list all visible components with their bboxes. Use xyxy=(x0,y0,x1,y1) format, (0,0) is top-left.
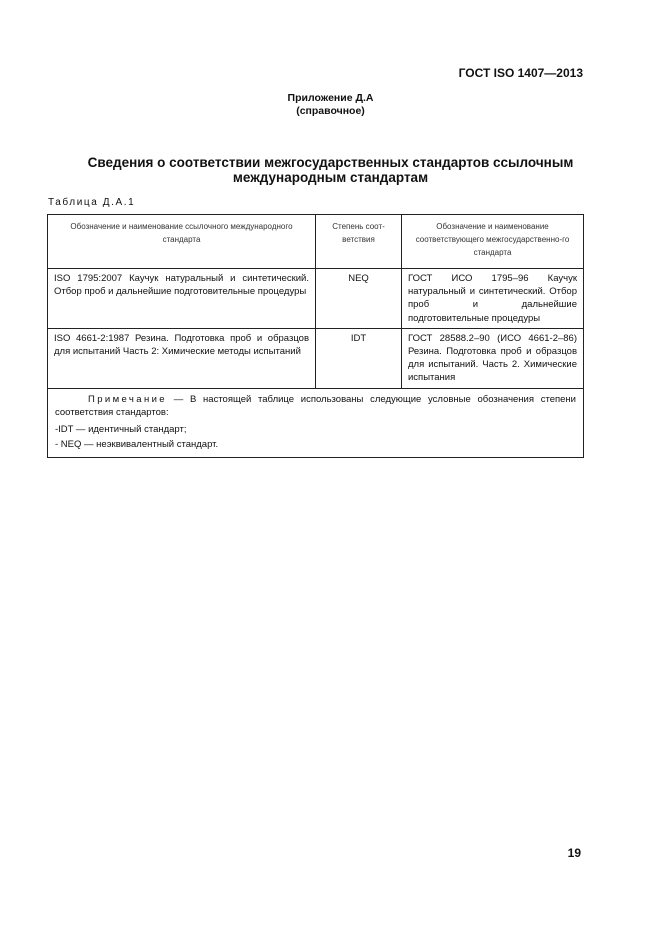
table-note xyxy=(48,388,584,457)
page-title-line-1: Сведения о соответствии межгосударственных стандартов ссылочным xyxy=(87,155,574,170)
header-degree: Степень соот-ветствия xyxy=(316,215,402,269)
appendix-title: Приложение Д.А xyxy=(287,92,374,104)
cell-national-standard: ГОСТ 28588.2–90 (ИСО 4661-2–86) Резина. Подготовка проб и образцов для испытаний. Часть 2. Химические испытания xyxy=(402,328,584,388)
table-header-row xyxy=(48,215,584,269)
cell-international-standard: ISO 1795:2007 Каучук натуральный и синтетический. Отбор проб и дальнейшие подготовительные процедуры xyxy=(48,269,316,329)
correspondence-table xyxy=(47,214,584,458)
page-number: 19 xyxy=(567,846,581,860)
note-label: Примечание xyxy=(88,393,167,405)
table-row xyxy=(48,328,584,388)
document-code: ГОСТ ISO 1407—2013 xyxy=(458,66,583,80)
cell-degree: NEQ xyxy=(316,269,402,329)
note-legend-neq: - NEQ — неэквивалентный стандарт. xyxy=(55,438,219,450)
header-national-standard: Обозначение и наименование соответствующего межгосударственно-го стандарта xyxy=(402,215,584,269)
appendix-subtitle: (справочное) xyxy=(296,105,365,117)
cell-national-standard: ГОСТ ИСО 1795–96 Каучук натуральный и синтетический. Отбор проб и дальнейшие подготовительные процедуры xyxy=(402,269,584,329)
header-international-standard: Обозначение и наименование ссылочного международного стандарта xyxy=(48,215,316,269)
note-text xyxy=(55,393,576,419)
table-note-row xyxy=(48,388,584,457)
cell-degree: IDT xyxy=(316,328,402,388)
note-legend-idt: -IDT — идентичный стандарт; xyxy=(55,423,187,435)
note-body: — В настоящей таблице использованы следующие условные обозначения степени соответствия стандартов: xyxy=(55,393,576,418)
page-title xyxy=(48,155,613,185)
table-caption: Таблица Д.А.1 xyxy=(48,197,136,208)
table-row xyxy=(48,269,584,329)
cell-international-standard: ISO 4661-2:1987 Резина. Подготовка проб и образцов для испытаний Часть 2: Химические методы испытаний xyxy=(48,328,316,388)
page-title-line-2: международным стандартам xyxy=(232,170,429,185)
appendix-heading xyxy=(0,92,661,118)
